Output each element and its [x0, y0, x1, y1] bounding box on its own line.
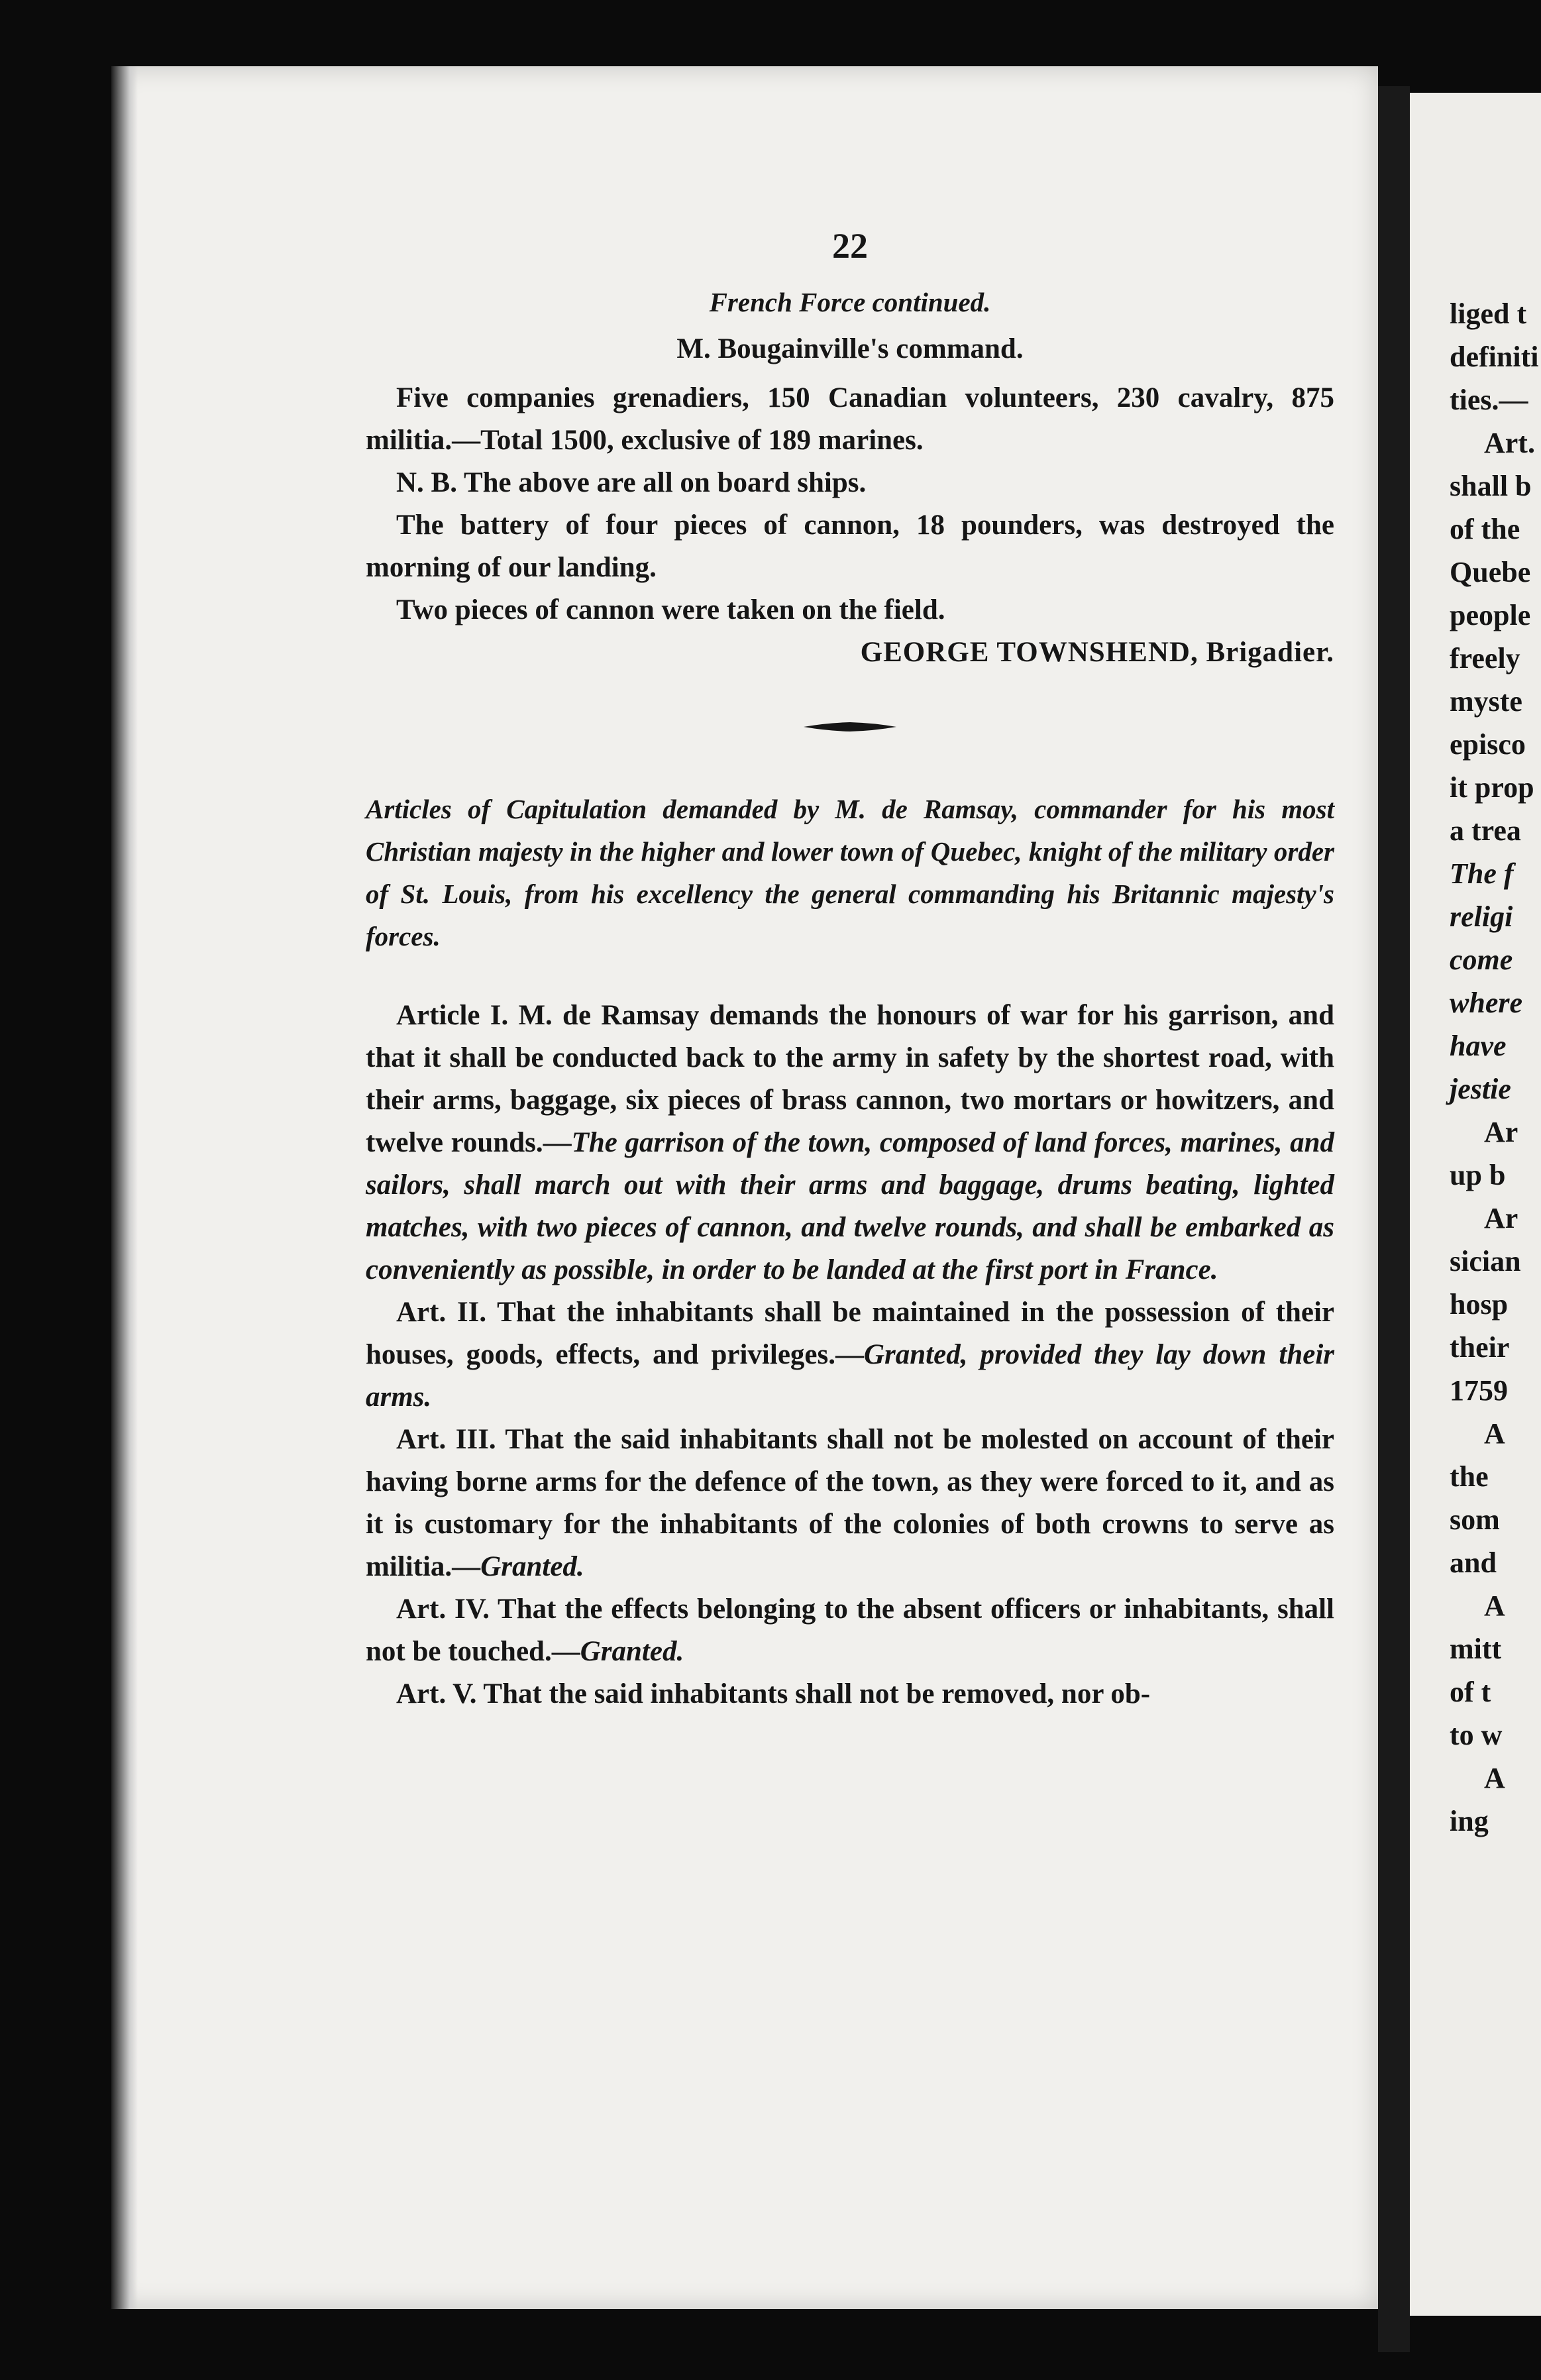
articles-title: Articles of Capitulation demanded by M. de Ramsay, commander for his most Christian majesty in the higher and lower town of Quebec, knight of the military order of St. Louis, from his excellency the general commanding his Britannic majesty's forces. [366, 794, 1334, 952]
facing-page-line: 1759 [1450, 1374, 1508, 1407]
facing-page-line: their [1450, 1331, 1510, 1364]
article-1-text: Article I. M. de Ramsay demands the honours of war for his garrison, and that it shall be conducted back to the army in safety by the shortest road, with their arms, baggage, six pieces of brass cannon, two mortars or howitzers, and twelve rounds.— [366, 1000, 1334, 1159]
facing-page-line: and [1450, 1546, 1497, 1579]
facing-page-line: ties.— [1450, 384, 1528, 416]
article-2-text: Art. II. That the inhabitants shall be maintained in the possession of their houses, goods, effects, and privileges.— [366, 1297, 1334, 1371]
facing-page-line: have [1450, 1030, 1507, 1062]
facing-page-line: mitt [1450, 1633, 1502, 1665]
article-5-text: Art. V. That the said inhabitants shall not be removed, nor ob- [396, 1678, 1151, 1710]
facing-page-line: A [1484, 1417, 1505, 1450]
article-4 [366, 1588, 1334, 1673]
ornament-rule [804, 720, 896, 733]
facing-page-line: the [1450, 1460, 1489, 1493]
article-3-reply: Granted. [480, 1551, 584, 1583]
cannon-paragraph: Two pieces of cannon were taken on the field. [396, 594, 945, 626]
facing-page-line: Art. [1484, 427, 1535, 459]
facing-page-line: religi [1450, 900, 1513, 933]
facing-page-line: sician [1450, 1245, 1521, 1277]
book-gutter [1378, 86, 1410, 2352]
note-paragraph: N. B. The above are all on board ships. [396, 467, 867, 499]
facing-page-line: definiti [1450, 341, 1539, 373]
article-5 [366, 1673, 1334, 1715]
page-number: 22 [832, 226, 868, 266]
article-2 [366, 1291, 1334, 1419]
article-2-reply: Granted, provided they lay down their arms. [366, 1339, 1335, 1413]
facing-page-line: A [1484, 1762, 1505, 1794]
facing-page-line: ing [1450, 1805, 1489, 1837]
facing-page-line: liged t [1450, 298, 1527, 330]
facing-page-line: to w [1450, 1719, 1503, 1751]
facing-page-line: som [1450, 1503, 1500, 1536]
article-4-reply: Granted. [580, 1636, 684, 1668]
battery-paragraph: The battery of four pieces of cannon, 18 pounders, was destroyed the morning of our landing. [366, 510, 1334, 584]
facing-page-line: shall b [1450, 470, 1532, 502]
facing-page-line: it prop [1450, 771, 1534, 804]
facing-page-line: jestie [1450, 1073, 1511, 1105]
facing-page-line: of t [1450, 1676, 1491, 1708]
facing-page-line: people [1450, 599, 1531, 631]
article-1 [366, 995, 1334, 1291]
signature: GEORGE TOWNSHEND, Brigadier. [860, 637, 1334, 669]
facing-page-line: of the [1450, 513, 1520, 545]
facing-page-line: hosp [1450, 1288, 1509, 1321]
article-3-text: Art. III. That the said inhabitants shall not be molested on account of their having borne arms for the defence of the town, as they were forced to it, and as it is customary for the inhabitants of the colonies of both crowns to serve as militia.— [366, 1424, 1334, 1583]
facing-page-line: Quebe [1450, 556, 1531, 588]
force-paragraph: Five companies grenadiers, 150 Canadian volunteers, 230 cavalry, 875 militia.—Total 1500, exclusive of 189 marines. [366, 382, 1334, 457]
article-1-reply: The garrison of the town, composed of land forces, marines, and sailors, shall march out with their arms and baggage, drums beating, lighted matches, with two pieces of cannon, and twelve rounds, and shall be embarked as conveniently as possible, in order to be landed at the first port in France. [366, 1127, 1335, 1286]
facing-page-line: The f [1450, 857, 1514, 890]
facing-page-line: Ar [1484, 1202, 1518, 1234]
facing-page-line: A [1484, 1590, 1505, 1622]
facing-page-line: myste [1450, 685, 1522, 718]
page-edge-shadow [111, 66, 138, 2309]
facing-page-line: where [1450, 987, 1522, 1019]
facing-page-line: up b [1450, 1159, 1506, 1191]
section-heading: French Force continued. [709, 287, 991, 317]
facing-page-line: a trea [1450, 814, 1521, 847]
facing-page-line: episco [1450, 728, 1526, 761]
command-heading: M. Bougainville's command. [676, 333, 1024, 365]
facing-page-line: come [1450, 944, 1513, 976]
article-4-text: Art. IV. That the effects belonging to the absent officers or inhabitants, shall not be touched.— [366, 1594, 1334, 1668]
facing-page-line: freely [1450, 642, 1520, 675]
article-3 [366, 1419, 1334, 1588]
section-ornament [366, 720, 1334, 733]
page-content [366, 225, 1334, 1715]
facing-page-line: Ar [1484, 1116, 1518, 1148]
